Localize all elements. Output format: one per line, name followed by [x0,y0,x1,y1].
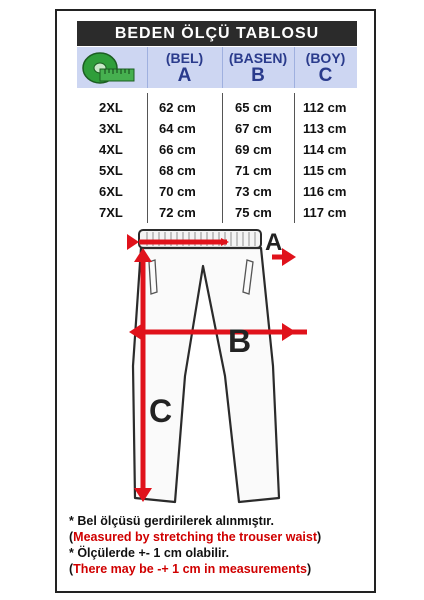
label-c: C [149,393,173,429]
table-row [77,99,357,117]
bel-cell: 62 cm [159,100,196,115]
boy-cell: 112 cm [303,100,347,115]
column-boy-sub: (BOY) [305,50,346,66]
measuring-tape-icon [81,51,137,85]
note-line-4-open: ( [69,562,74,576]
table-header [77,47,357,88]
boy-cell: 116 cm [303,184,347,199]
trouser-outline [133,248,279,502]
basen-cell: 75 cm [235,205,272,220]
table-row [77,141,357,159]
bel-cell: 64 cm [159,121,196,136]
label-b: B [228,323,252,359]
note-line-2-open: ( [69,530,74,544]
size-cell: 6XL [99,184,123,199]
chart-title: BEDEN ÖLÇÜ TABLOSU [77,21,357,46]
basen-cell: 69 cm [235,142,272,157]
size-cell: 7XL [99,205,123,220]
boy-cell: 117 cm [303,205,347,220]
size-cell: 4XL [99,142,123,157]
column-bel [147,47,222,88]
note-line-1: * Bel ölçüsü gerdirilerek alınmıştır. [69,514,274,528]
note-line-2-text: Measured by stretching the trouser waist [73,530,317,544]
basen-cell: 71 cm [235,163,272,178]
size-chart-card [55,9,376,593]
table-row [77,204,357,222]
table-row [77,162,357,180]
table-row [77,120,357,138]
column-basen-letter: B [251,65,265,86]
note-line-4 [69,562,311,576]
arrow-a-head [282,248,296,266]
size-cell: 2XL [99,100,123,115]
basen-cell: 67 cm [235,121,272,136]
basen-cell: 73 cm [235,184,272,199]
boy-cell: 114 cm [303,142,347,157]
column-boy-letter: C [318,65,333,86]
size-cell: 3XL [99,121,123,136]
label-a: A [265,229,283,256]
table-row [77,183,357,201]
column-bel-letter: A [177,65,192,86]
column-boy [294,47,357,88]
column-bel-sub: (BEL) [165,50,204,66]
size-cell: 5XL [99,163,123,178]
bel-cell: 66 cm [159,142,196,157]
basen-cell: 65 cm [235,100,272,115]
boy-cell: 115 cm [303,163,347,178]
note-line-2-close: ) [316,530,322,544]
note-line-4-close: ) [306,562,312,576]
boy-cell: 113 cm [303,121,347,136]
bel-cell: 68 cm [159,163,196,178]
note-line-2 [69,530,321,544]
column-basen [222,47,294,88]
trouser-waistband [139,230,261,248]
note-line-3: * Ölçülerde +- 1 cm olabilir. [69,546,230,560]
bel-cell: 72 cm [159,205,196,220]
column-basen-sub: (BASEN) [228,50,288,66]
note-line-4-text: There may be -+ 1 cm in measurements [73,562,307,576]
bel-cell: 70 cm [159,184,196,199]
